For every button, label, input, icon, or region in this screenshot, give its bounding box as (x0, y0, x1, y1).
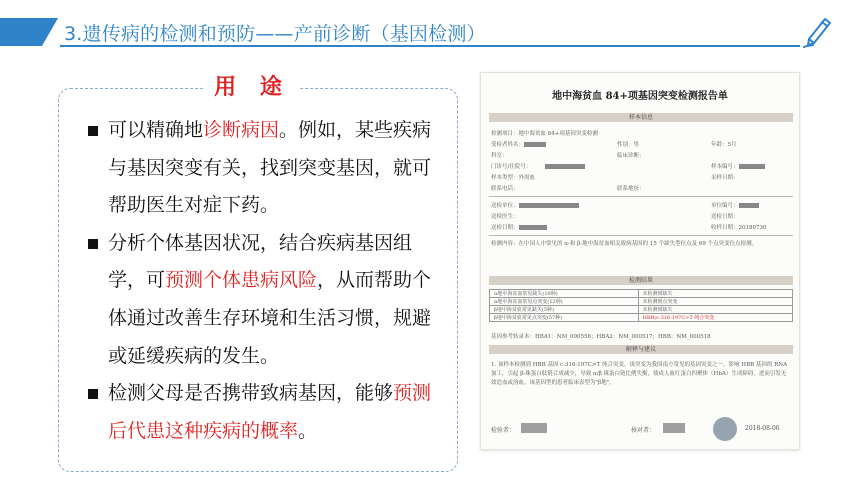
report-title: 地中海贫血 84+项基因突变检测报告单 (552, 91, 728, 102)
report-field (491, 223, 547, 231)
table-row (490, 314, 793, 322)
report-field-label: 送检日期： (491, 225, 519, 231)
test-report-image (480, 72, 800, 450)
table-row (490, 306, 793, 314)
report-field (491, 162, 585, 170)
bullet-item (88, 225, 448, 375)
square-bullet-icon (88, 239, 98, 249)
bullet-list (88, 112, 448, 450)
report-test-content: 检测内容：在中国人中常见的 α-和 β-地中海贫血相关致病基因的 15 个缺失型位点及 69 个点突变位点检测。 (491, 241, 758, 247)
square-bullet-icon (88, 126, 98, 136)
table-row (490, 290, 793, 298)
report-field: 样本类型：外周血 (491, 175, 536, 181)
redacted-value (545, 164, 585, 169)
report-field-label: 门诊号/住院号： (491, 164, 532, 170)
report-checker-label: 检验者： (491, 427, 516, 434)
bullet-text: 分析个体基因状况，结合疾病基因组学，可 (108, 231, 413, 292)
report-field (491, 140, 546, 148)
bullet-text: 。 (298, 419, 318, 442)
result-label: β地中海贫血常见点突变(57种) (490, 314, 639, 322)
bullet-text: ，从而帮助个体通过改善生存环境和生活习惯，规避或延缓疾病的发生。 (108, 269, 432, 367)
panel-title: 用 途 (204, 70, 300, 104)
result-value: 未检测到缺失 (638, 290, 792, 298)
report-reference: 基因参考转录本：HBA1：NM_000558；HBA2：NM_000517；HBB：NM_000518 (491, 334, 711, 340)
report-date: 2018-08-06 (745, 425, 780, 432)
report-field: 年龄：5月 (711, 142, 737, 148)
report-field: 采样日期： (711, 175, 739, 181)
reviewer-signature (663, 423, 685, 433)
report-field (711, 201, 759, 209)
report-field: 科室： (491, 153, 508, 159)
page-title: 3.遗传病的检测和预防——产前诊断（基因检测） (64, 23, 486, 45)
checker-signature (521, 423, 547, 433)
results-table (489, 289, 793, 322)
report-section-header: 检测结果 (489, 276, 793, 285)
redacted-value (739, 203, 759, 208)
report-field: 联系地址： (617, 186, 645, 192)
seal-stamp (713, 417, 737, 441)
report-field-label: 单位编号： (711, 203, 739, 209)
square-bullet-icon (88, 389, 98, 399)
report-field: 收样日期：20180730 (711, 225, 767, 231)
result-label: β地中海贫血常见缺失(5种) (490, 306, 639, 314)
report-field: 性别：男 (617, 142, 640, 148)
bullet-highlight: 诊断病因 (203, 119, 280, 141)
report-field-label: 样本编号： (711, 164, 739, 170)
report-field: 检测项目：地中海贫血 84+项基因突变检测 (491, 131, 598, 137)
report-field: 临床诊断： (617, 153, 645, 159)
header-bar (0, 18, 790, 46)
bullet-text: 检测父母是否携带致病基因，能够 (108, 382, 394, 405)
result-label: α地中海贫血常见缺失(10种) (490, 290, 639, 298)
bullet-text: 。例如，某些疾病与基因突变有关，找到突变基因，就可帮助医生对症下药。 (108, 119, 432, 217)
redacted-value (519, 203, 579, 208)
report-divider (489, 235, 793, 236)
report-field-label: 受检者姓名： (491, 142, 525, 148)
bullet-highlight: 预测后代患这种疾病的概率 (108, 382, 432, 442)
report-section-header: 样本信息 (489, 113, 793, 122)
report-field: 送检日期： (711, 214, 739, 220)
redacted-value (519, 225, 547, 230)
bullet-text: 可以精确地 (108, 119, 204, 141)
bullet-item (88, 112, 448, 225)
pencil-icon (800, 12, 836, 48)
redacted-value (524, 142, 546, 147)
report-reviewer-label: 核对者： (631, 427, 656, 434)
report-field: 送检医生： (491, 214, 519, 220)
report-interpretation: 1. 该样本检测到 HBB 基因 c.316-197C>T 纯合突变，该突变为我国南方常见的基因突变之一，影响 HBB 基因的 RNA 加工，引起 β-珠蛋白肽链合成减少，导致 α/β 珠蛋白链比例失衡，使成人血红蛋白四聚体（HbA）生成障碍，进而引发无效造血或溶血，该基因型的患者临床表型为"β地"。 (491, 362, 788, 386)
report-divider (489, 196, 793, 197)
table-row (490, 298, 793, 306)
result-label: α地中海贫血常见点突变(12种) (490, 298, 639, 306)
report-field-label: 送检单位： (491, 203, 519, 209)
report-field (491, 201, 579, 209)
result-value: 未检测到点突变 (638, 298, 792, 306)
bullet-highlight: 预测个体患病风险 (165, 269, 318, 292)
report-field: 联系电话： (491, 186, 519, 192)
redacted-value (739, 164, 765, 169)
result-value: 未检测到缺失 (638, 306, 792, 314)
report-field (711, 162, 765, 170)
bullet-item (88, 375, 448, 450)
result-value: HBB(c.316-197C>T 纯合突变 (638, 314, 792, 322)
report-section-header: 解释与建议 (489, 345, 793, 354)
